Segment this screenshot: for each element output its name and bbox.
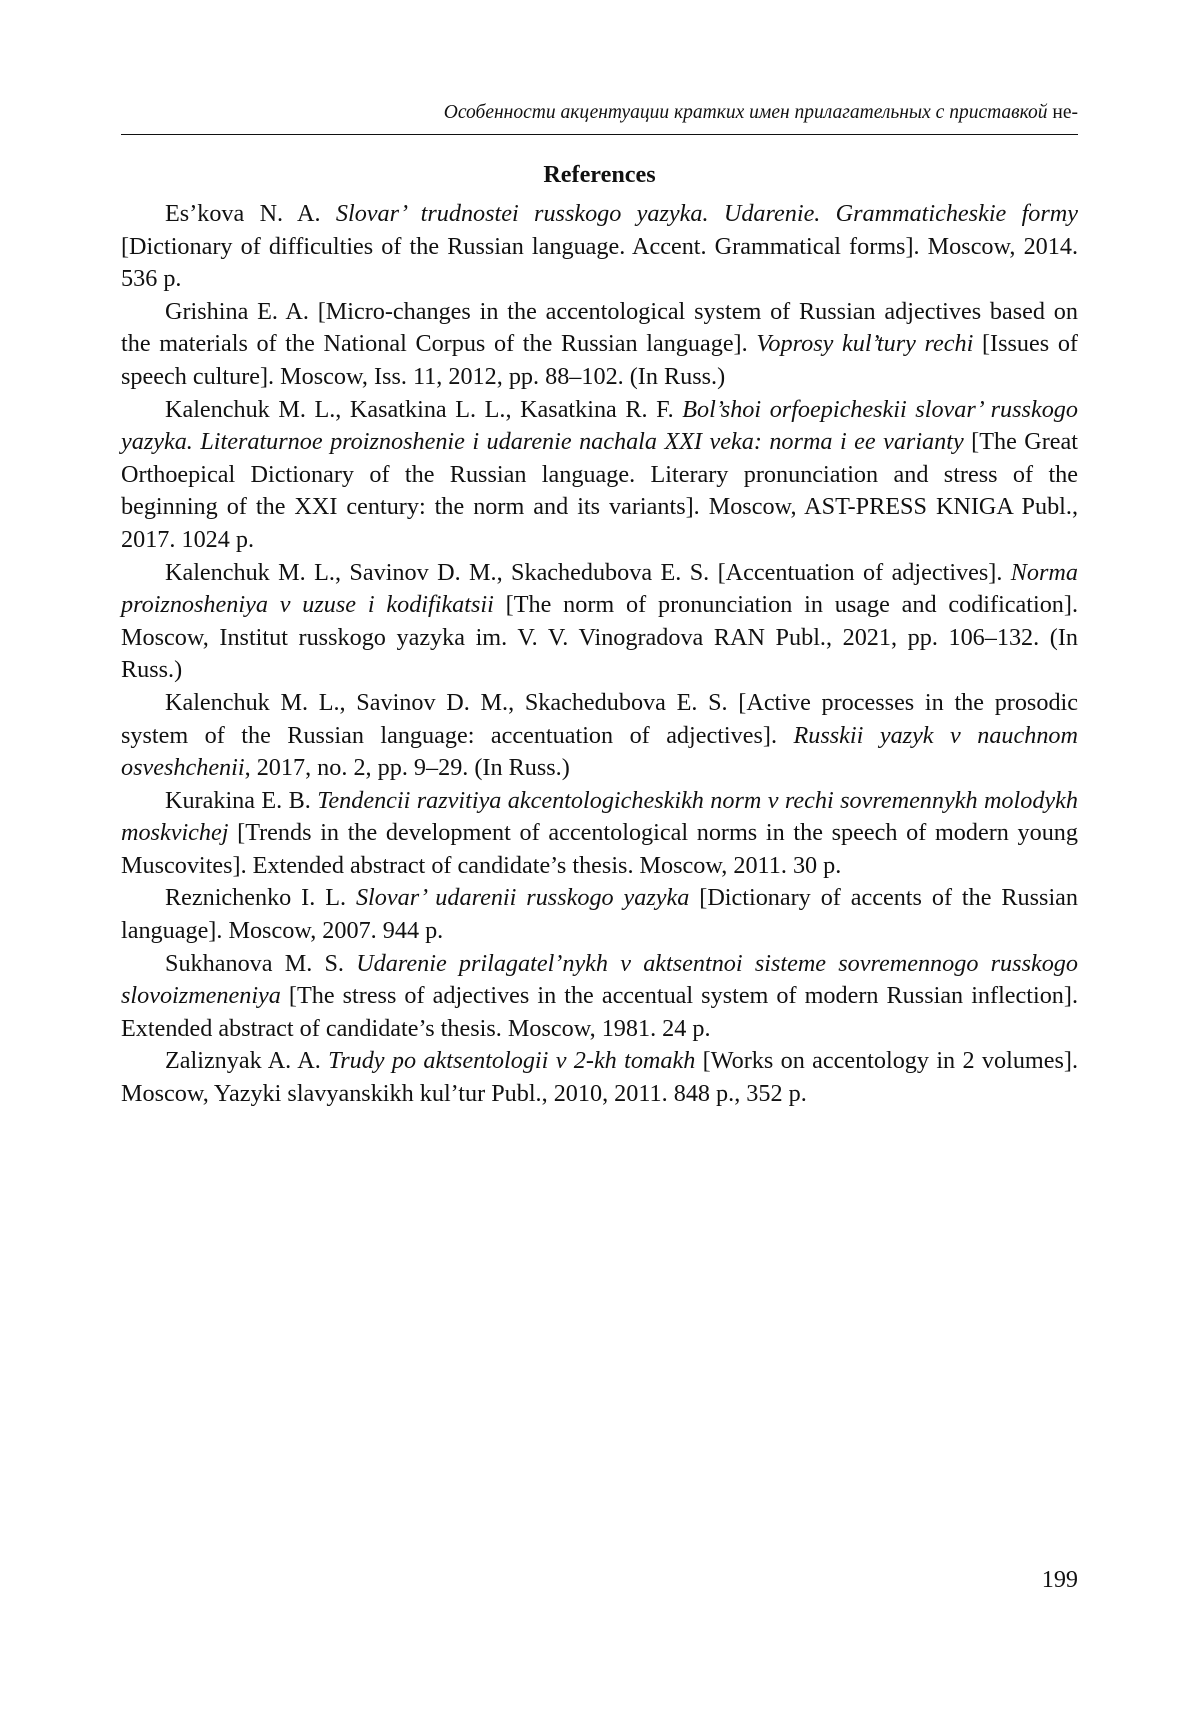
reference-entry bbox=[121, 557, 1078, 687]
reference-authors: Kurakina E. B. bbox=[165, 786, 318, 814]
reference-title-italic: Russkii yazyk v nauchnom osveshchenii bbox=[121, 721, 1078, 782]
running-header bbox=[121, 100, 1078, 126]
reference-details: [The stress of adjectives in the accentual system of modern Russian inflection]. Extended abstract of candidate’s thesis. Moscow, 1981. 24 p. bbox=[121, 982, 1078, 1042]
reference-entry bbox=[121, 394, 1078, 557]
reference-details: , 2017, no. 2, pp. 9–29. (In Russ.) bbox=[244, 754, 570, 782]
reference-title-italic: Udarenie prilagatel’nykh v aktsentnoi sisteme sovremennogo russkogo slovoizmeneniya bbox=[121, 949, 1078, 1010]
reference-details: [Dictionary of difficulties of the Russian language. Accent. Grammatical forms]. Moscow, 2014. 536 p. bbox=[121, 232, 1078, 293]
reference-entry bbox=[121, 296, 1078, 394]
running-header-tail: не- bbox=[1047, 102, 1078, 123]
reference-details: [Trends in the development of accentological norms in the speech of modern young Muscovites]. Extended abstract of candidate’s thesis. Moscow, 2011. 30 p. bbox=[121, 819, 1078, 879]
reference-authors: Sukhanova M. S. bbox=[165, 949, 357, 977]
reference-details: [The norm of pronunciation in usage and codification]. Moscow, Institut russkogo yazyka im. V. V. Vinogradova RAN Publ., 2021, pp. 106–132. (In Russ.) bbox=[121, 591, 1078, 684]
reference-entry bbox=[121, 1045, 1078, 1110]
header-rule bbox=[121, 134, 1078, 135]
reference-authors: Reznichenko I. L. bbox=[165, 884, 356, 912]
reference-title-italic: Slovar’ udarenii russkogo yazyka bbox=[355, 884, 690, 912]
page-number: 199 bbox=[1041, 1566, 1078, 1593]
references-title: References bbox=[543, 161, 656, 188]
running-header-title: Особенности акцентуации кратких имен прилагательных с приставкой bbox=[443, 102, 1048, 123]
reference-details: [The Great Orthoepical Dictionary of the Russian language. Literary pronunciation and stress of the beginning of the XXI century: the norm and its variants]. Moscow, AST-PRESS KNIGA Publ., 2017. 1024 p. bbox=[121, 428, 1078, 553]
reference-entry bbox=[121, 882, 1078, 947]
reference-entry bbox=[121, 785, 1078, 883]
reference-title-italic: Tendencii razvitiya akcentologicheskikh norm v rechi sovremennykh molodykh moskvichej bbox=[121, 786, 1078, 847]
reference-details: [Works on accentology in 2 volumes]. Moscow, Yazyki slavyanskikh kul’tur Publ., 2010, 2011. 848 p., 352 p. bbox=[121, 1047, 1078, 1108]
reference-title-italic: Slovar’ trudnostei russkogo yazyka. Udarenie. Grammaticheskie formy bbox=[335, 200, 1079, 227]
reference-title-italic: Voprosy kul’tury rechi bbox=[756, 330, 974, 358]
reference-authors: Zaliznyak A. A. bbox=[165, 1047, 329, 1075]
references-section bbox=[121, 158, 1078, 1111]
reference-details: [Dictionary of accents of the Russian language]. Moscow, 2007. 944 p. bbox=[121, 884, 1078, 945]
reference-details: [Issues of speech culture]. Moscow, Iss. 11, 2012, pp. 88–102. (In Russ.) bbox=[121, 330, 1078, 390]
reference-authors: Grishina E. A. [Micro-changes in the accentological system of Russian adjectives based on the materials of the National Corpus of the Russian language]. bbox=[121, 297, 1078, 358]
reference-entry bbox=[121, 948, 1078, 1046]
reference-title-italic: Trudy po aktsentologii v 2-kh tomakh bbox=[328, 1047, 696, 1075]
reference-title-italic: Bol’shoi orfoepicheskii slovar’ russkogo yazyka. Literaturnoe proiznoshenie i udarenie nachala XXI veka: norma i ee varianty bbox=[121, 395, 1078, 456]
reference-authors: Kalenchuk M. L., Savinov D. M., Skachedubova E. S. [Accentuation of adjectives]. bbox=[165, 558, 1011, 586]
reference-authors: Es’kova N. A. bbox=[165, 200, 336, 227]
reference-entry bbox=[121, 198, 1078, 296]
reference-entry bbox=[121, 687, 1078, 785]
reference-authors: Kalenchuk M. L., Kasatkina L. L., Kasatkina R. F. bbox=[165, 395, 683, 423]
reference-authors: Kalenchuk M. L., Savinov D. M., Skachedubova E. S. [Active processes in the prosodic system of the Russian language: accentuation of adjectives]. bbox=[121, 688, 1078, 749]
reference-title-italic: Norma proiznosheniya v uzuse i kodifikatsii bbox=[121, 558, 1078, 619]
